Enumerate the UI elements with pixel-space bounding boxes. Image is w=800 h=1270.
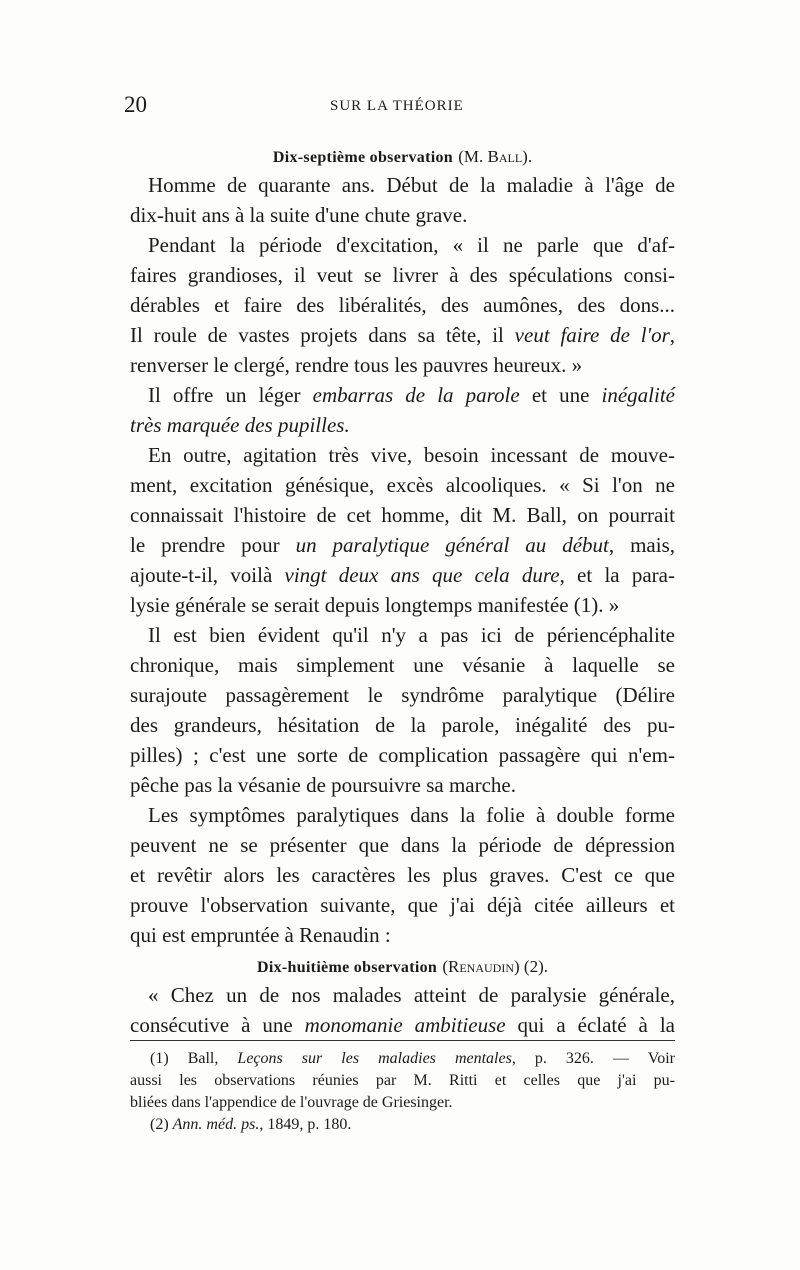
text-span: , [669,323,675,347]
text-line: Homme de quarante ans. Début de la maladie à l'âge de [148,173,675,197]
italic-span: Leçons sur les maladies mentales [237,1050,512,1067]
text-span: (1) Ball, [150,1050,238,1067]
running-head: SUR LA THÉORIE [330,98,464,114]
italic-span: veut faire de l'or [514,323,670,347]
body-text [130,140,675,1040]
text-span: , p. 326. — Voir [511,1050,675,1067]
text-line: dix-huit ans à la suite d'une chute grave. [130,203,468,227]
text-line: faires grandioses, il veut se livrer à des spéculations consi- [130,263,675,287]
text-line: ment, excitation génésique, excès alcooliques. « Si l'on ne [130,473,675,497]
text-line [130,560,675,590]
observation-source: (Renaudin) (2). [442,957,548,976]
text-line [130,410,675,440]
text-line: qui est empruntée à Renaudin : [130,923,391,947]
footnote-line [130,1114,675,1136]
text-line [130,530,675,560]
page-header [0,92,800,122]
text-span: , et la para- [559,563,675,587]
footnote-line: bliées dans l'appendice de l'ouvrage de Griesinger. [130,1094,453,1111]
text-line: surajoute passagèrement le syndrôme paralytique (Délire [130,683,675,707]
observation-heading-17 [130,140,675,170]
observation-source: (M. Ball). [458,147,533,166]
text-line: prouve l'observation suivante, que j'ai déjà citée ailleurs et [130,893,675,917]
text-span: ajoute-t-il, voilà [130,563,285,587]
text-span: , mais, [608,533,675,557]
text-span: , 1849, p. 180. [259,1116,352,1133]
text-line: chronique, mais simplement une vésanie à laquelle se [130,653,675,677]
footnote-line [130,1048,675,1070]
text-line: Pendant la période d'excitation, « il ne parle que d'af- [148,233,675,257]
observation-title: Dix-huitième observation [257,959,438,976]
italic-span: vingt deux ans que cela dure [284,563,560,587]
text-line: pilles) ; c'est une sorte de complication passagère qui n'em- [130,743,675,767]
text-span: (2) [150,1116,173,1133]
italic-span: monomanie ambitieuse [304,1013,506,1037]
text-line: « Chez un de nos malades atteint de paralysie générale, [148,983,675,1007]
text-line: connaissait l'histoire de cet homme, dit M. Ball, on pourrait [130,503,675,527]
italic-span: embarras de la parole [312,383,520,407]
text-line: Il est bien évident qu'il n'y a pas ici de périencéphalite [148,623,675,647]
text-line [130,320,675,350]
text-line: pêche pas la vésanie de poursuivre sa marche. [130,773,516,797]
text-span: qui a éclaté à la [505,1013,675,1037]
text-span: Il roule de vastes projets dans sa tête, il [130,323,515,347]
footnotes [130,1048,675,1136]
italic-span: très marquée des pupilles. [130,413,350,437]
text-span: Il offre un léger [148,383,313,407]
text-line [130,380,675,410]
page-number: 20 [124,92,147,117]
italic-span: un paralytique général au début [295,533,609,557]
text-line: Les symptômes paralytiques dans la folie à double forme [148,803,675,827]
text-span: le prendre pour [130,533,296,557]
text-span: et une [519,383,602,407]
text-line: dérables et faire des libéralités, des aumônes, des dons... [130,293,675,317]
italic-span: inégalité [601,383,675,407]
observation-title: Dix-septième observation [272,149,453,166]
text-line: peuvent ne se présenter que dans la période de dépression [130,833,675,857]
footnote-divider [130,1040,675,1041]
text-line: et revêtir alors les caractères les plus graves. C'est ce que [130,863,675,887]
footnote-line: aussi les observations réunies par M. Ritti et celles que j'ai pu- [130,1072,675,1089]
text-span: consécutive à une [130,1013,305,1037]
text-line: renverser le clergé, rendre tous les pauvres heureux. » [130,353,583,377]
text-line: En outre, agitation très vive, besoin incessant de mouve- [148,443,675,467]
observation-heading-18 [130,950,675,980]
text-line [130,1010,675,1040]
text-line: lysie générale se serait depuis longtemps manifestée (1). » [130,593,620,617]
text-line: des grandeurs, hésitation de la parole, inégalité des pu- [130,713,675,737]
italic-span: Ann. méd. ps. [172,1116,260,1133]
